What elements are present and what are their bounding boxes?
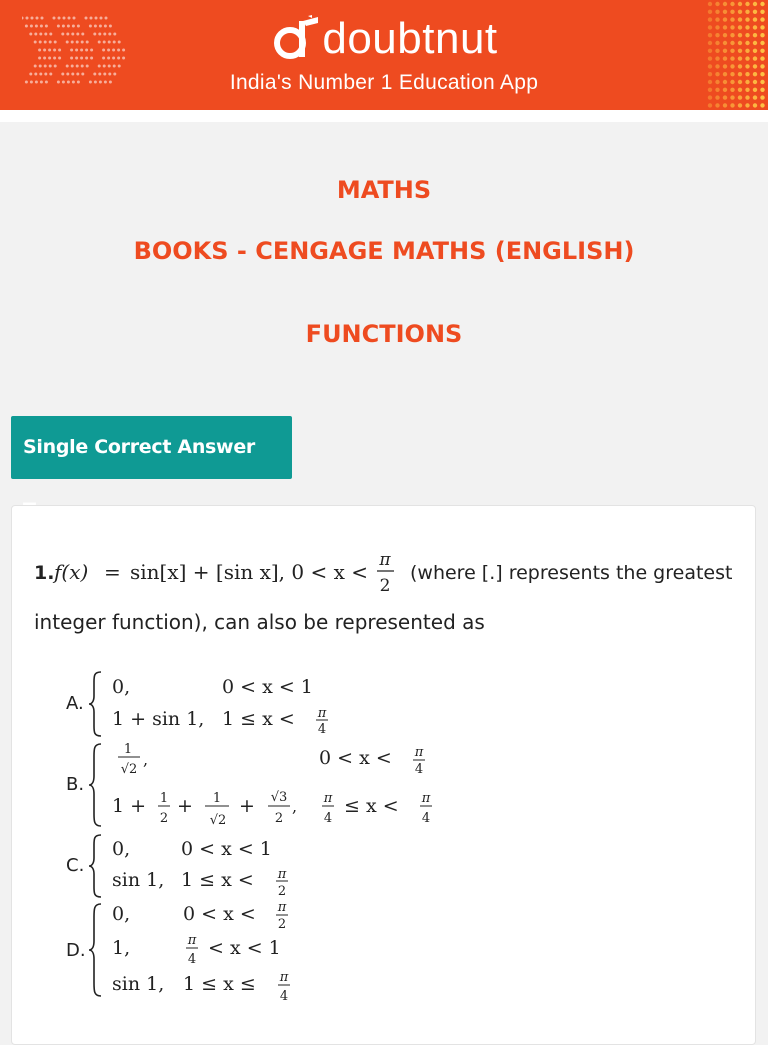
option-c-r1-cond: 0 < x < 1 xyxy=(181,838,272,860)
question-lhs: f(x) xyxy=(54,560,89,584)
option-b-r2-f2d: √2 xyxy=(209,813,227,828)
option-d-r1-val: 0, xyxy=(112,903,131,925)
option-d-r2-val: 1, xyxy=(112,937,131,959)
option-d-r1-cond: 0 < x < xyxy=(183,903,256,925)
book-title: BOOKS - CENGAGE MATHS (ENGLISH) xyxy=(133,237,635,265)
option-c-r2-den: 2 xyxy=(277,884,287,899)
option-b-r1-den: √2 xyxy=(120,762,138,777)
option-c-r1-val: 0, xyxy=(112,838,131,860)
option-b-r1-num: 1 xyxy=(123,742,133,757)
option-b-r2-lden: 4 xyxy=(323,811,333,826)
option-d-r2-lnum: π xyxy=(187,933,197,948)
option-b-r2-f1n: 1 xyxy=(159,791,169,806)
option-a-r2-cond: 1 ≤ x < xyxy=(222,708,295,730)
option-a-math[interactable] xyxy=(88,668,348,740)
option-b-r2-rnum: π xyxy=(421,791,431,806)
option-d-r1-num: π xyxy=(277,900,287,915)
subject-title: MATHS xyxy=(336,176,432,204)
question-equals: = xyxy=(104,560,121,584)
option-b-r2-f1d: 2 xyxy=(159,811,169,826)
option-d-r3-cond: 1 ≤ x ≤ xyxy=(183,973,256,995)
option-b-math[interactable] xyxy=(88,740,448,832)
option-c-r2-cond: 1 ≤ x < xyxy=(181,869,254,891)
option-d-label[interactable]: D. xyxy=(66,940,86,961)
header-divider xyxy=(0,110,768,122)
option-d-r3-den: 4 xyxy=(279,989,289,1004)
option-a-r1-val: 0, xyxy=(112,676,131,698)
section-type-button[interactable]: Single Correct Answer xyxy=(11,416,292,479)
option-b-r2-prefix: 1 + xyxy=(112,795,147,817)
option-c-r2-num: π xyxy=(277,867,287,882)
question-frac-den: 2 xyxy=(379,576,391,596)
option-b-r1-cnum: π xyxy=(414,745,424,760)
option-c-math[interactable] xyxy=(88,832,318,900)
option-b-r2-plus2: + xyxy=(239,795,255,817)
option-b-r2-f3d: 2 xyxy=(274,811,284,826)
brand-name: doubtnut xyxy=(322,14,498,63)
chapter-title: FUNCTIONS xyxy=(305,320,463,348)
option-b-r2-rden: 4 xyxy=(421,811,431,826)
option-d-r3-val: sin 1, xyxy=(112,973,165,995)
doubtnut-logo-icon xyxy=(270,15,320,63)
option-d-r2-lden: 4 xyxy=(187,952,197,967)
option-b-r2-comma: , xyxy=(292,797,298,816)
option-b-r2-cond: ≤ x < xyxy=(344,795,399,817)
option-b-r2-lnum: π xyxy=(323,791,333,806)
option-c-label[interactable]: C. xyxy=(66,855,85,876)
brand-logo[interactable] xyxy=(0,14,768,64)
option-b-r1-comma: , xyxy=(143,750,149,769)
option-d-r3-num: π xyxy=(279,970,289,985)
app-header xyxy=(0,0,768,110)
option-d-math[interactable] xyxy=(88,900,318,1004)
option-b-label[interactable]: B. xyxy=(66,774,85,795)
option-a-r2-den: 4 xyxy=(317,722,327,737)
option-a-r2-val: 1 + sin 1, xyxy=(112,708,205,730)
option-b-r2-f3n: √3 xyxy=(270,790,288,805)
question-frac-num: π xyxy=(379,550,391,570)
option-d-r2-cond: < x < 1 xyxy=(208,937,281,959)
option-b-r1-cden: 4 xyxy=(414,762,424,777)
option-d-r1-den: 2 xyxy=(277,917,287,932)
question-text-tail: (where [.] represents the greatest xyxy=(410,562,733,584)
option-b-r2-f2n: 1 xyxy=(212,791,222,806)
option-b-r1-cond: 0 < x < xyxy=(319,747,392,769)
question-line-1 xyxy=(34,540,754,600)
option-a-r2-num: π xyxy=(317,706,327,721)
option-c-r2-val: sin 1, xyxy=(112,869,165,891)
question-number: 1. xyxy=(34,562,55,584)
option-a-label[interactable]: A. xyxy=(66,693,84,714)
question-line-2: integer function), can also be represented as xyxy=(34,610,485,634)
option-a-r1-cond: 0 < x < 1 xyxy=(222,676,313,698)
option-b-r2-plus1: + xyxy=(177,795,193,817)
brand-tagline: India's Number 1 Education App xyxy=(229,71,539,94)
question-rhs: sin[x] + [sin x], 0 < x < xyxy=(130,560,368,584)
